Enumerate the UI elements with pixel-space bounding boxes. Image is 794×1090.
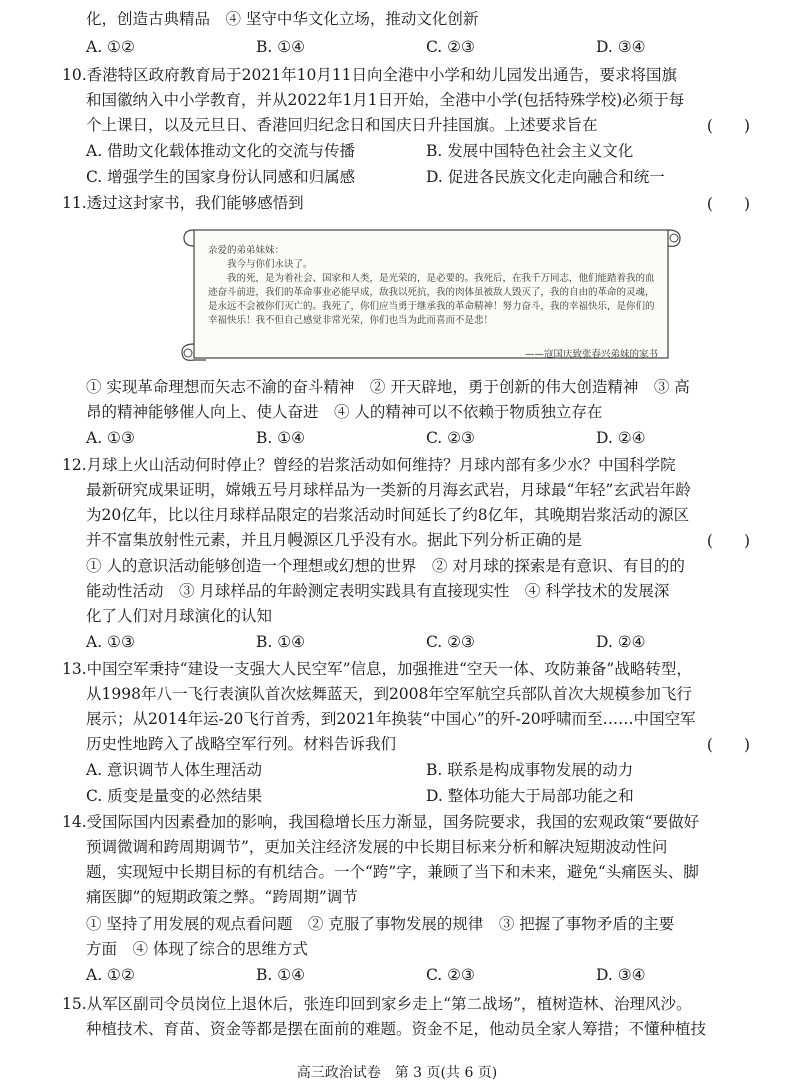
- answer-option: B. ①④: [256, 38, 306, 56]
- answer-option: A. ①②: [86, 966, 135, 984]
- answer-bracket: ( ): [706, 117, 750, 135]
- page-footer: 高三政治试卷 第 3 页(共 6 页): [296, 1065, 498, 1081]
- text-line: 昂的精神能够催人向上、使人奋进 ④ 人的精神可以不依赖于物质独立存在: [86, 403, 603, 421]
- answer-option: C. ②③: [426, 38, 475, 56]
- answer-option: C. 质变是量变的必然结果: [86, 787, 263, 805]
- answer-option: B. ①④: [256, 429, 306, 447]
- answer-bracket: ( ): [706, 736, 750, 754]
- answer-bracket: ( ): [706, 195, 750, 213]
- answer-option: D. ②④: [596, 429, 646, 447]
- letter-line: 我的死，是为着社会、国家和人类，是光荣的，是必要的。我死后，在我千万同志，他们能踏着我的血迹奋斗前进，我们的革命事业必能早成，敌我以死抗，我的肉体虽被敌人毁灭了，我的自由的革命的灵魂，是永远不会被你们灭亡的。我死了，你们应当勇于继承我的革命精神！努力奋斗，我的幸福快乐，是你们的幸福快乐！我不但自己感觉非常光荣，你们也当为此而喜而不是悲！: [208, 273, 655, 326]
- letter-body: [208, 244, 656, 328]
- text-line: 从1998年八一飞行表演队首次炫舞蓝天，到2008年空军航空兵部队首次大规模参加飞行: [86, 685, 692, 703]
- text-line: ① 人的意识活动能够创造一个理想或幻想的世界 ② 对月球的探索是有意识、有目的的: [86, 557, 685, 575]
- answer-option: B. 联系是构成事物发展的动力: [426, 761, 634, 779]
- text-line: ① 坚持了用发展的观点看问题 ② 克服了事物发展的规律 ③ 把握了事物矛盾的主要: [86, 915, 675, 933]
- answer-option: A. ①③: [86, 633, 135, 651]
- answer-option: C. 增强学生的国家身份认同感和归属感: [86, 168, 356, 186]
- text-line: 12.月球上火山活动何时停止？曾经的岩浆活动如何维持？月球内部有多少水？中国科学院: [62, 456, 676, 474]
- text-line: 14.受国际国内因素叠加的影响，我国稳增长压力渐显，国务院要求，我国的宏观政策“要做好: [62, 813, 700, 831]
- answer-option: A. 意识调节人体生理活动: [86, 761, 263, 779]
- text-line: 能动性活动 ③ 月球样品的年龄测定表明实践具有直接现实性 ④ 科学技术的发展深: [86, 582, 670, 600]
- answer-option: D. 整体功能大于局部功能之和: [426, 787, 634, 805]
- answer-option: A. ①②: [86, 38, 135, 56]
- text-line: 题，实现短中长期目标的有机结合。一个“跨”字，兼顾了当下和未来，避免“头痛医头、脚: [86, 863, 699, 881]
- family-letter-scroll: [176, 222, 686, 368]
- text-line: 最新研究成果证明，嫦娥五号月球样品为一类新的月海玄武岩，月球最“年轻”玄武岩年龄: [86, 481, 691, 499]
- text-line: 并不富集放射性元素，并且月幔源区几乎没有水。据此下列分析正确的是: [86, 531, 583, 549]
- text-line: 化，创造古典精品 ④ 坚守中华文化立场，推动文化创新: [86, 10, 479, 28]
- text-line: ① 实现革命理想而矢志不渝的奋斗精神 ② 开天辟地，勇于创新的伟大创造精神 ③ 高: [86, 378, 690, 396]
- letter-line: 亲爱的弟弟妹妹：: [208, 245, 285, 256]
- answer-option: B. ①④: [256, 633, 306, 651]
- answer-option: B. ①④: [256, 966, 306, 984]
- letter-line: 我今与你们永诀了。: [208, 259, 313, 270]
- text-line: 预调微调和跨周期调节”，更加关注经济发展的中长期目标来分析和解决短期波动性问: [86, 838, 668, 856]
- answer-option: D. ②④: [596, 633, 646, 651]
- text-line: 13.中国空军秉持“建设一支强大人民空军”信息，加强推进“空天一体、攻防兼备”战略转型，: [62, 660, 692, 678]
- text-line: 展示；从2014年运-20飞行首秀，到2021年换装“中国心”的歼-20呼啸而至……中国空军: [86, 710, 696, 728]
- text-line: 历史性地跨入了战略空军行列。材料告诉我们: [86, 735, 397, 753]
- text-line: 个上课日，以及元旦日、香港回归纪念日和国庆日升挂国旗。上述要求旨在: [86, 116, 598, 134]
- text-line: 痛医脚”的短期政策之弊。“跨周期”调节: [86, 888, 358, 906]
- answer-option: C. ②③: [426, 633, 475, 651]
- answer-option: C. ②③: [426, 429, 475, 447]
- text-line: 种植技术、育苗、资金等都是摆在面前的难题。资金不足，他动员全家人筹措；不懂种植技: [86, 1020, 707, 1038]
- answer-option: A. ①③: [86, 429, 135, 447]
- answer-option: A. 借助文化载体推动文化的交流与传播: [86, 142, 356, 160]
- text-line: 和国徽纳入中小学教育，并从2022年1月1日开始，全港中小学(包括特殊学校)必须于每: [86, 91, 685, 109]
- answer-bracket: ( ): [706, 532, 750, 550]
- text-line: 15.从军区副司令员岗位上退休后，张连印回到家乡走上“第二战场”，植树造林、治理风沙。: [62, 995, 692, 1013]
- answer-option: D. ③④: [596, 966, 646, 984]
- answer-option: D. 促进各民族文化走向融合和统一: [426, 168, 665, 186]
- answer-option: C. ②③: [426, 966, 475, 984]
- text-line: 为20亿年，比以往月球样品限定的岩浆活动时间延长了约8亿年，其晚期岩浆活动的源区: [86, 506, 690, 524]
- answer-option: B. 发展中国特色社会主义文化: [426, 142, 634, 160]
- text-line: 11.透过这封家书，我们能够感悟到: [62, 194, 304, 212]
- text-line: 10.香港特区政府教育局于2021年10月11日向全港中小学和幼儿园发出通告，要求将国旗: [62, 66, 678, 84]
- text-line: 化了人们对月球演化的认知: [86, 607, 273, 625]
- letter-signature: ——寇国庆致张春兴弟妹的家书: [524, 349, 658, 360]
- text-line: 方面 ④ 体现了综合的思维方式: [86, 940, 308, 958]
- answer-option: D. ③④: [596, 38, 646, 56]
